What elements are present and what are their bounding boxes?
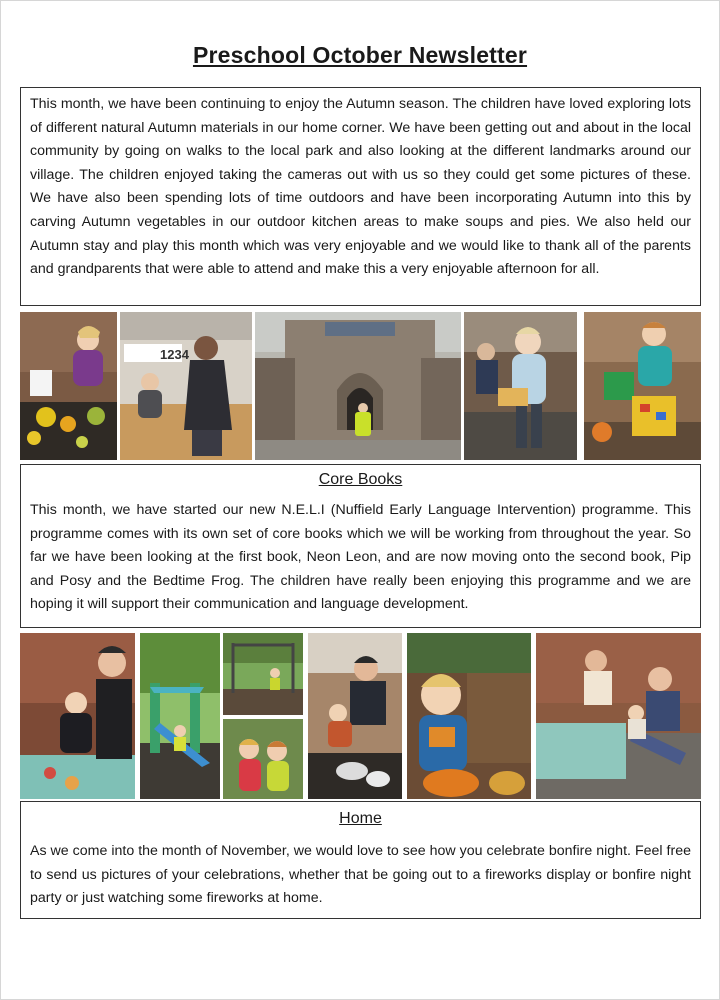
photo-parent-child-table [20,633,135,799]
photo-church [255,312,461,460]
photo-child-outdoor-kitchen [464,312,577,460]
photo-child-with-adult-numbers [120,312,252,460]
home-paragraph: As we come into the month of November, we would love to see how you celebrate bonfire night. Feel free to send us pictures of your celebrations, whether that be going out to a fireworks display or bonfire night party or just watching some fireworks at home. [30,843,691,907]
photo-park-slide [140,633,220,799]
home-heading: Home [339,810,382,827]
photo-stay-and-play [308,633,402,799]
photo-park-swing [223,633,303,715]
photo-child-toy-kitchen [584,312,701,460]
photo-parents-garden [536,633,701,799]
photo-two-children [223,719,303,799]
home-section [20,801,701,919]
photo-child-pumpkin [407,633,531,799]
core-books-paragraph: This month, we have started our new N.E.L.I (Nuffield Early Language Intervention) programme. This programme comes with its own set of core books which we will be working from throughout the year. So far we have been looking at the first book, Neon Leon, and are now moving onto the second book, Pip and Posy and the Bedtime Frog. The children have really been enjoying this programme and we are hoping it will support their communication and language development. [30,502,691,613]
photo-child-autumn-leaves [20,312,117,460]
core-books-heading: Core Books [318,471,403,488]
page-title: Preschool October Newsletter [192,42,528,68]
intro-section [20,87,701,306]
core-books-section [20,464,701,628]
intro-paragraph: This month, we have been continuing to enjoy the Autumn season. The children have loved exploring lots of different natural Autumn materials in our home corner. We have been getting out and about in the local community by going on walks to the local park and also looking at the different landmarks around our village. The children enjoyed taking the cameras out with us so they could get some pictures of these. We have also been spending lots of time outdoors and have been incorporating Autumn into this by carving Autumn vegetables in our outdoor kitchen areas to make soups and pies. We also held our Autumn stay and play this month which was very enjoyable and we would like to thank all of the parents and grandparents that were able to attend and make this a very enjoyable afternoon for all. [30,96,691,278]
numbers-sign-text: 1234 [160,347,189,362]
